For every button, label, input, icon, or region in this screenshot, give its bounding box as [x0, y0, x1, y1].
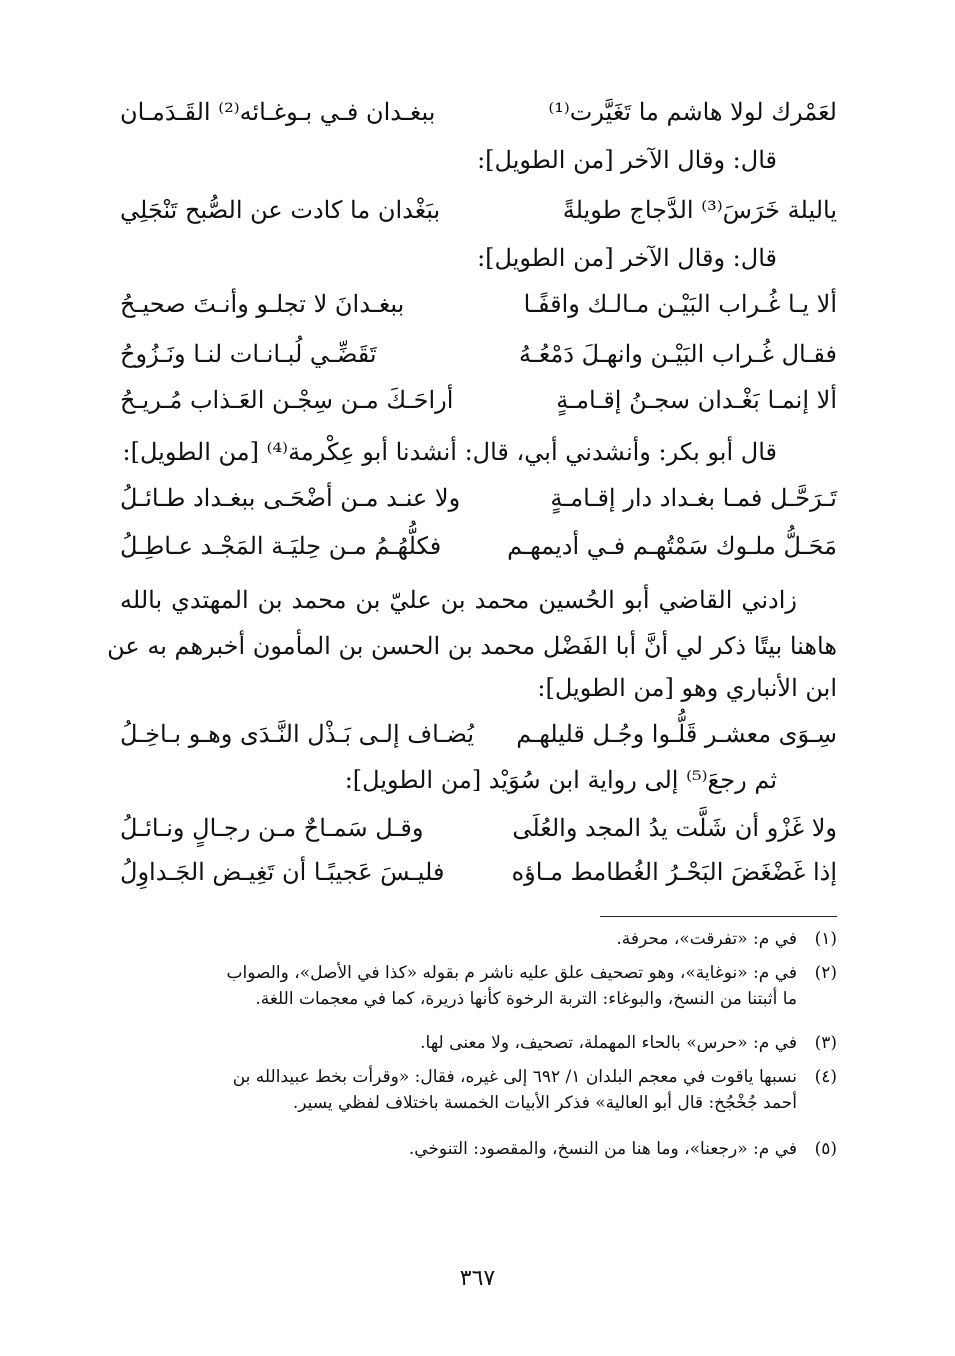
- verse-first-hemistich: تَـرَحَّـل فمـا بغـداد دار إقـامـةٍ: [550, 484, 837, 512]
- verse-second-hemistich: ولا عنـد مـن أضْحَـى ببغـداد طـائـلُ: [120, 484, 461, 512]
- verse-first-hemistich: ولا غَزْو أن شَلَّت يدُ المجد والعُلَى: [512, 814, 837, 842]
- verse-line: [120, 714, 837, 754]
- verse-intro: قال: وقال الآخر [من الطويل]:: [477, 146, 777, 174]
- footnote-number: (٥): [814, 1139, 837, 1159]
- footnote-number: (٢): [814, 963, 837, 983]
- verse-second-hemistich: ببغـدانَ لا تجلـو وأنـتَ صحيـحُ: [120, 290, 405, 318]
- verse-first-hemistich: مَحَـلُّ ملـوك سَمْتُهـم فـي أديمهـم: [507, 532, 837, 560]
- footnote-text: في م: «تفرقت»، محرفة.: [616, 929, 797, 949]
- footnote: [125, 1064, 837, 1116]
- verse-second-hemistich: يُضـاف إلـى بَـذْل النَّـدَى وهـو بـاخِـلُ: [120, 720, 474, 748]
- footnote: [125, 1030, 837, 1056]
- footnote-text: نسبها ياقوت في معجم البلدان ١/ ٦٩٢ إلى غيره، فقال: «وقرأت بخط عبيدالله بن: [232, 1067, 797, 1087]
- footnote-number: (٣): [814, 1033, 837, 1053]
- verse-second-hemistich: وقـل سَمـاحٌ مـن رجـالٍ ونـائـلُ: [120, 814, 424, 842]
- verse-first-hemistich: سِـوَى معشـر قَلُّـوا وجُـل قليلهـم: [516, 720, 837, 748]
- footnote: [125, 926, 837, 952]
- verse-second-hemistich: فكلُّهُـمُ مـن حِليَـة المَجْـد عـاطِـلُ: [120, 532, 442, 560]
- footnote-number: (١): [814, 929, 837, 949]
- prose-line: ابن الأنباري وهو [من الطويل]:: [537, 674, 837, 702]
- verse-intro: قال: وقال الآخر [من الطويل]:: [477, 244, 777, 272]
- verse-first-hemistich: ياليلة خَرَسَ⁽³⁾ الدَّجاج طويلةً: [562, 196, 837, 224]
- verse-first-hemistich: لعَمْرك لولا هاشم ما تَغَيَّرت⁽¹⁾: [548, 98, 837, 126]
- footnote-divider: [600, 916, 837, 917]
- footnote-text: في م: «حرس» بالحاء المهملة، تصحيف، ولا معنى لها.: [420, 1033, 797, 1053]
- prose-line: زادني القاضي أبو الحُسين محمد بن عليّ بن محمد بن المهتدي بالله: [120, 586, 797, 614]
- verse-second-hemistich: فليـسَ عَجيبًـا أن تَغِيـض الجَـداوِلُ: [120, 858, 445, 886]
- verse-intro: قال أبو بكر: وأنشدني أبي، قال: أنشدنا أبو عِكْرمة⁽⁴⁾ [من الطويل]:: [122, 438, 777, 466]
- verse-line: [120, 808, 837, 848]
- verse-line: [120, 478, 837, 518]
- verse-second-hemistich: تَقَضِّـي لُبـانـات لنـا ونَـزُوحُ: [120, 340, 377, 368]
- verse-first-hemistich: فقـال غُـراب البَيْـن وانهـلَ دَمْعُـهُ: [519, 340, 837, 368]
- verse-second-hemistich: ببَغْدان ما كادت عن الصُّبح تَنْجَلِي: [120, 196, 441, 224]
- verse-first-hemistich: إذا غَضْغَضَ البَحْـرُ الغُطامط مـاؤه: [511, 858, 837, 886]
- verse-line: [120, 284, 837, 324]
- footnote-text: ما أثبتنا من النسخ، والبوغاء: التربة الرخوة كأنها ذريرة، كما في معجمات اللغة.: [255, 989, 797, 1009]
- footnote-number: (٤): [814, 1067, 837, 1087]
- verse-line: [120, 92, 837, 132]
- verse-first-hemistich: ألا يـا غُـراب البَيْـن مـالـك واقفًـا: [523, 290, 837, 318]
- verse-line: [120, 526, 837, 566]
- verse-second-hemistich: ببغـدان فـي بـوغـائه⁽²⁾ القَـدَمـان: [120, 98, 436, 126]
- verse-second-hemistich: أراحَـكَ مـن سِجْـن العَـذاب مُـريـحُ: [120, 386, 454, 414]
- verse-line: [120, 380, 837, 420]
- footnote-text: في م: «نوغاية»، وهو تصحيف علق عليه ناشر م بقوله «كذا في الأصل»، والصواب: [226, 963, 797, 983]
- verse-intro: ثم رجعَ⁽⁵⁾ إلى رواية ابن سُوَيْد [من الطويل]:: [344, 766, 777, 794]
- footnote-text: في م: «رجعنا»، وما هنا من النسخ، والمقصود: التنوخي.: [408, 1139, 797, 1159]
- footnote: [125, 960, 837, 1012]
- page-number: ٣٦٧: [459, 1266, 496, 1291]
- prose-line: هاهنا بيتًا ذكر لي أنَّ أبا الفَضْل محمد بن الحسن بن المأمون أخبرهم به عن: [107, 632, 837, 660]
- footnote-text: أحمد جُخْجُخ: قال أبو العالية» فذكر الأبيات الخمسة باختلاف لفظي يسير.: [292, 1093, 797, 1113]
- footnote: [125, 1136, 837, 1162]
- verse-line: [120, 852, 837, 892]
- verse-first-hemistich: ألا إنمـا بَغْـدان سجـنُ إقـامـةٍ: [556, 386, 837, 414]
- verse-line: [120, 190, 837, 230]
- verse-line: [120, 334, 837, 374]
